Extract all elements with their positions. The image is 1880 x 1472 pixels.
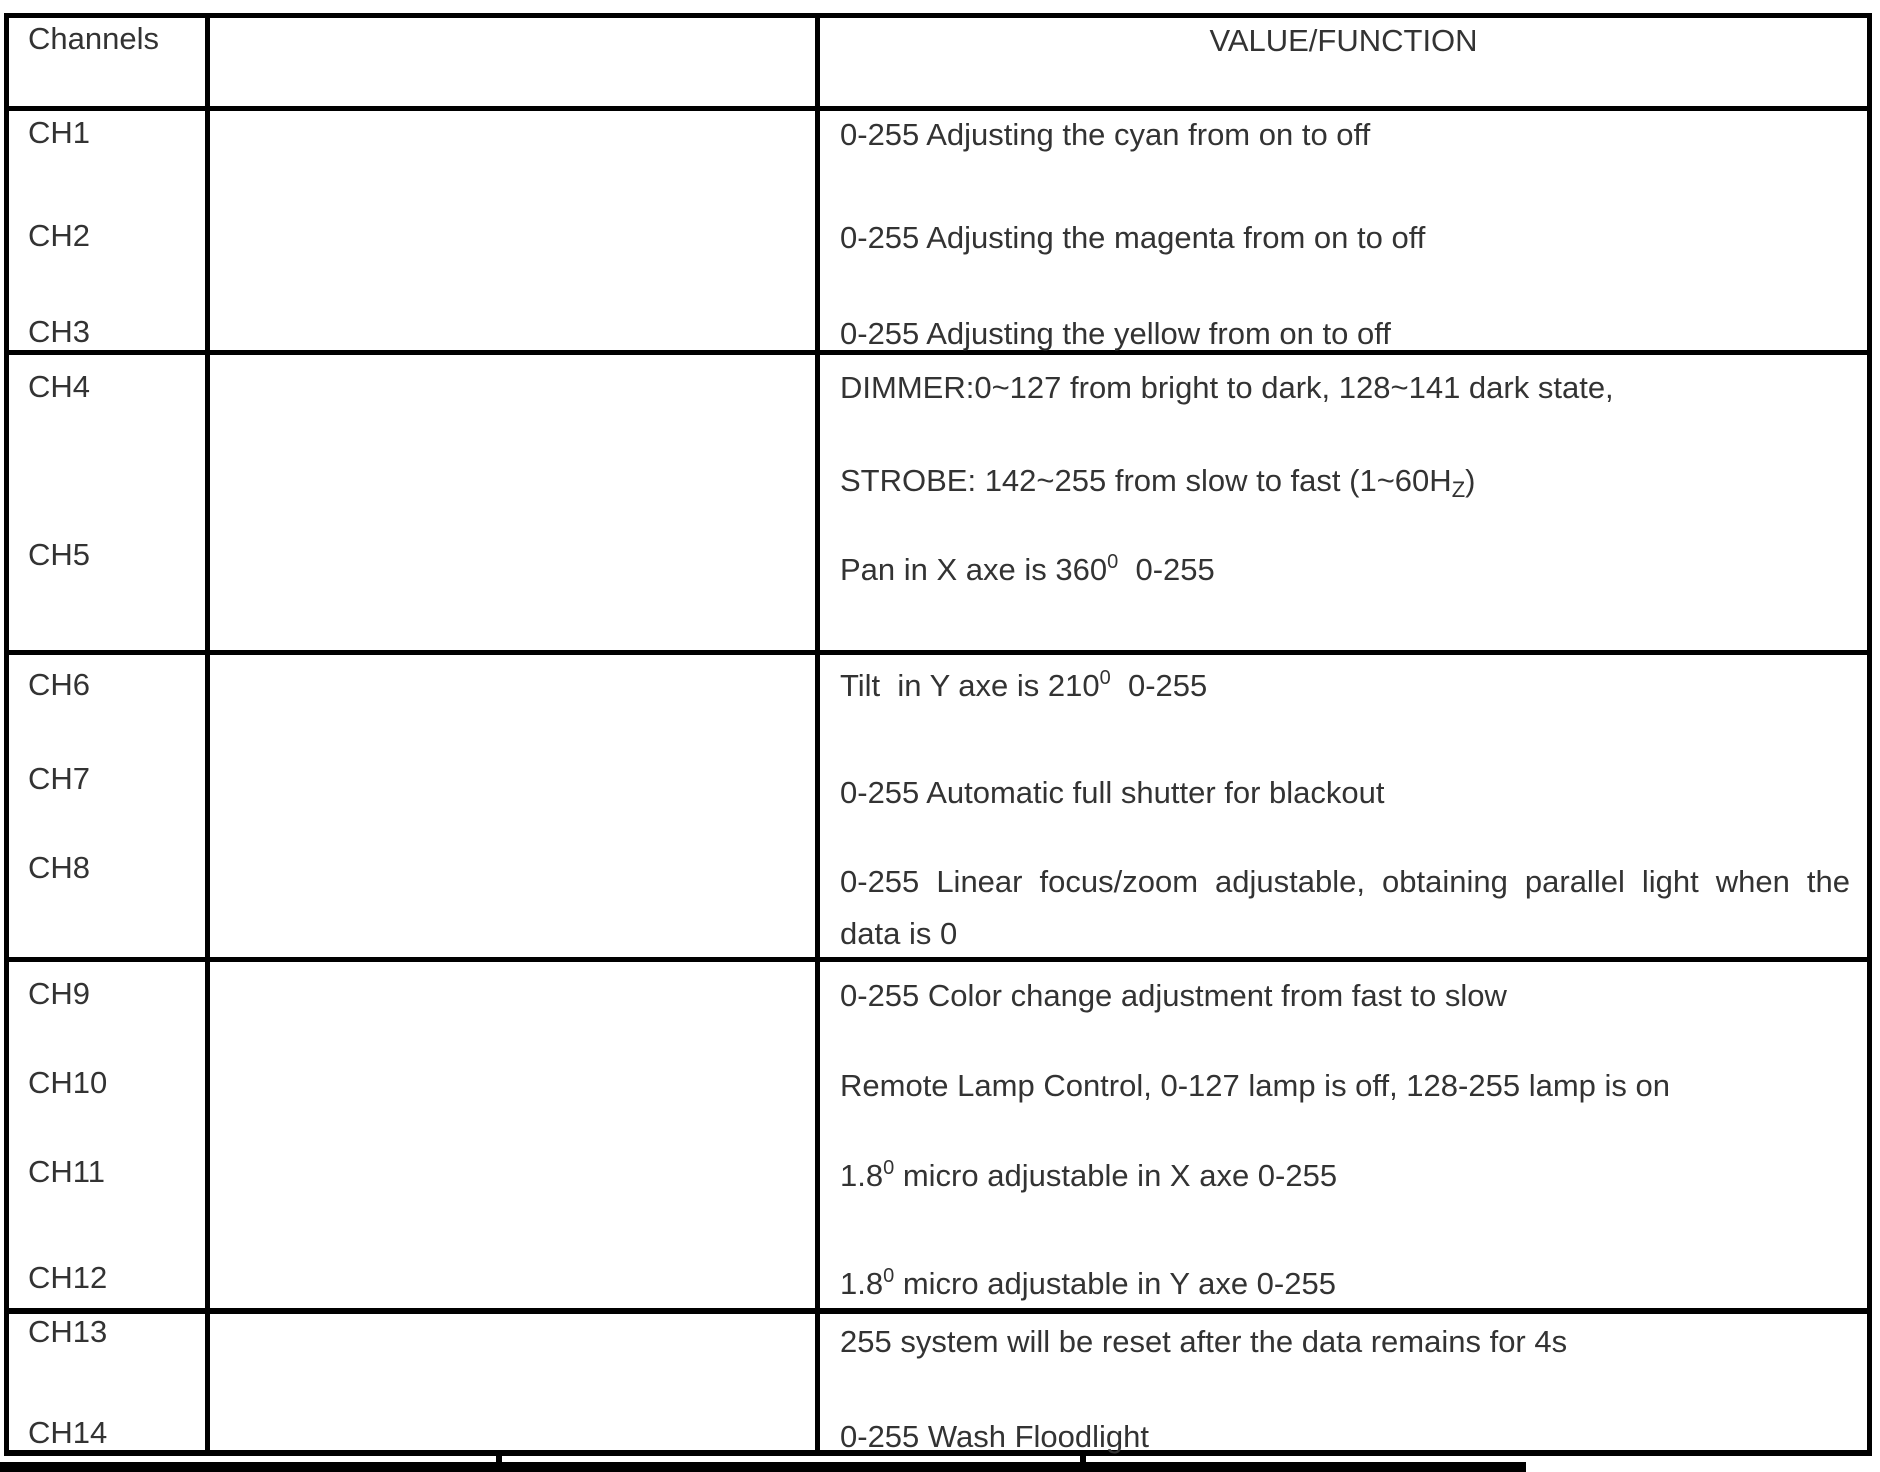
channel-value-ch4-strobe [840,462,1475,500]
channel-label-ch5: CH5 [28,537,91,572]
table-border-header-divider [4,106,1872,111]
strobe-text-end: ) [1465,463,1476,498]
table-border-row-divider-3 [4,957,1872,962]
channel-value-ch10: Remote Lamp Control, 0-127 lamp is off, 128-255 lamp is on [840,1068,1670,1103]
channel-value-ch12 [840,1265,1336,1303]
next-table-top-border [0,1462,1526,1472]
channel-value-ch4-dimmer: DIMMER:0~127 from bright to dark, 128~141 dark state, [840,370,1614,405]
channel-label-ch3: CH3 [28,314,91,349]
channel-label-ch7: CH7 [28,761,91,796]
table-border-row-divider-2 [4,650,1872,655]
table-border-left [4,13,9,1456]
channel-label-ch4: CH4 [28,369,91,404]
channel-label-ch1: CH1 [28,115,91,150]
channel-label-ch11: CH11 [28,1154,105,1189]
channel-label-ch9: CH9 [28,976,91,1011]
micro-y-text: micro adjustable in Y axe 0-255 [894,1266,1336,1301]
channel-label-ch6: CH6 [28,667,91,702]
focus-zoom-line2: data is 0 [840,916,958,951]
hz-subscript: Z [1451,477,1466,502]
channel-value-ch3: 0-255 Adjusting the yellow from on to off [840,316,1391,351]
channel-label-ch13: CH13 [28,1314,108,1349]
degree-superscript: 0 [883,1157,895,1179]
channel-value-ch2: 0-255 Adjusting the magenta from on to off [840,220,1426,255]
channel-label-ch10: CH10 [28,1065,108,1100]
channel-label-ch12: CH12 [28,1260,108,1295]
channel-value-ch9: 0-255 Color change adjustment from fast to slow [840,978,1507,1013]
degree-superscript: 0 [1099,667,1111,689]
pan-text: Pan in X axe is 360 [840,552,1108,587]
channel-value-ch7: 0-255 Automatic full shutter for blackout [840,775,1385,810]
tilt-range: 0-255 [1110,668,1208,703]
pan-range: 0-255 [1118,552,1215,587]
channel-value-ch11 [840,1157,1337,1195]
strobe-text: STROBE: 142~255 from slow to fast (1~60H [840,463,1452,498]
table-border-col-divider-2 [815,13,820,1456]
channel-value-ch5-pan [840,551,1215,589]
channel-label-ch14: CH14 [28,1415,108,1450]
tilt-text: Tilt in Y axe is 210 [840,668,1100,703]
micro-y-value: 1.8 [840,1266,884,1301]
micro-x-value: 1.8 [840,1158,884,1193]
channel-value-ch13: 255 system will be reset after the data remains for 4s [840,1324,1568,1359]
table-border-row-divider-4 [4,1308,1872,1314]
channel-value-ch14: 0-255 Wash Floodlight [840,1419,1150,1454]
table-border-top [4,13,1872,18]
degree-superscript: 0 [883,1265,895,1287]
channel-label-ch2: CH2 [28,218,91,253]
table-border-right [1867,13,1872,1456]
channel-label-ch8: CH8 [28,850,91,885]
header-value-function: VALUE/FUNCTION [1209,23,1478,58]
table-border-col-divider-1 [205,13,210,1456]
channel-value-ch1: 0-255 Adjusting the cyan from on to off [840,117,1371,152]
degree-superscript: 0 [1107,551,1119,573]
micro-x-text: micro adjustable in X axe 0-255 [894,1158,1338,1193]
channel-value-ch8 [840,863,1850,953]
header-channels: Channels [28,21,159,56]
focus-zoom-line1: 0-255 Linear focus/zoom adjustable, obtaining parallel light when the [840,864,1850,899]
channel-value-ch6-tilt [840,667,1207,705]
